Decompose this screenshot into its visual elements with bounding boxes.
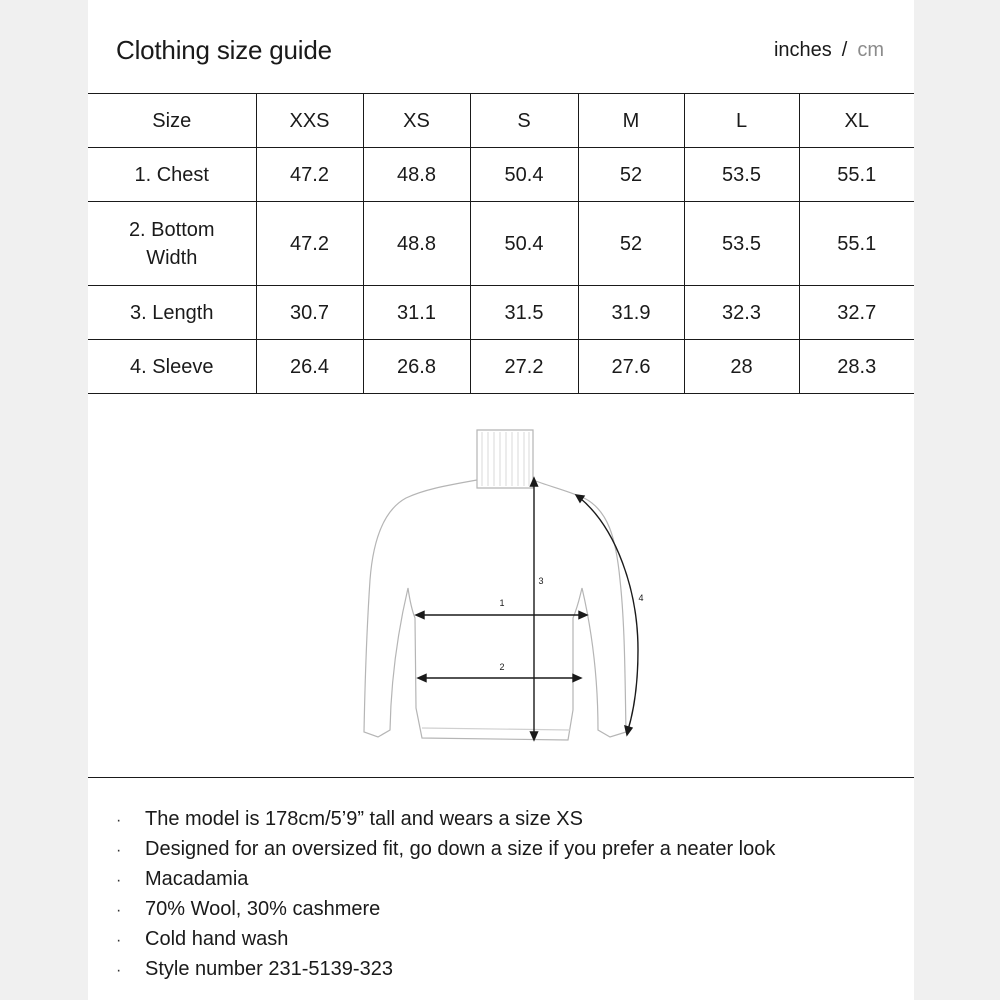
page-title: Clothing size guide — [116, 34, 332, 65]
note-text: Cold hand wash — [145, 928, 289, 950]
table-row — [88, 202, 914, 286]
bullet: · — [116, 872, 122, 889]
size-guide-card — [88, 0, 914, 1000]
product-notes — [116, 805, 775, 985]
sweater-outline — [364, 430, 626, 740]
table-header-row — [88, 94, 914, 148]
note-text: Macadamia — [145, 868, 249, 890]
table-cell: 27.2 — [470, 340, 578, 394]
column-header: S — [470, 94, 578, 148]
bullet: · — [116, 902, 122, 919]
length-label: 3 — [538, 576, 544, 586]
table-cell: 28.3 — [799, 340, 914, 394]
list-item — [116, 835, 775, 865]
table-row — [88, 286, 914, 340]
table-cell: 32.3 — [684, 286, 799, 340]
unit-separator: / — [841, 38, 848, 61]
table-cell: 52 — [578, 148, 684, 202]
measurement-labels — [499, 576, 643, 672]
table-cell: 55.1 — [799, 148, 914, 202]
row-label-line: Width — [146, 246, 198, 269]
row-label: 3. Length — [88, 286, 256, 340]
table-cell: 47.2 — [256, 202, 363, 286]
sleeve-label: 4 — [638, 593, 644, 603]
table-cell: 53.5 — [684, 148, 799, 202]
table-cell: 32.7 — [799, 286, 914, 340]
size-table — [88, 93, 914, 394]
table-cell: 47.2 — [256, 148, 363, 202]
table-cell: 26.8 — [363, 340, 470, 394]
row-label: 1. Chest — [88, 148, 256, 202]
table-row — [88, 148, 914, 202]
column-header: Size — [88, 94, 256, 148]
table-cell: 27.6 — [578, 340, 684, 394]
note-text: 70% Wool, 30% cashmere — [145, 898, 381, 920]
row-label: 4. Sleeve — [88, 340, 256, 394]
divider — [88, 777, 914, 778]
table-cell: 50.4 — [470, 202, 578, 286]
note-text: The model is 178cm/5’9” tall and wears a size XS — [145, 808, 583, 830]
table-cell: 53.5 — [684, 202, 799, 286]
column-header: XL — [799, 94, 914, 148]
table-cell: 55.1 — [799, 202, 914, 286]
table-cell: 30.7 — [256, 286, 363, 340]
unit-cm-option[interactable]: cm — [857, 38, 884, 61]
column-header: XXS — [256, 94, 363, 148]
table-cell: 50.4 — [470, 148, 578, 202]
column-header: XS — [363, 94, 470, 148]
column-header: L — [684, 94, 799, 148]
table-cell: 31.9 — [578, 286, 684, 340]
bottom-width-label: 2 — [499, 662, 505, 672]
column-header: M — [578, 94, 684, 148]
note-text: Style number 231-5139-323 — [145, 958, 393, 980]
list-item — [116, 805, 775, 835]
list-item — [116, 925, 775, 955]
table-cell: 26.4 — [256, 340, 363, 394]
row-label — [88, 202, 256, 286]
header — [116, 30, 884, 70]
bullet: · — [116, 932, 122, 949]
bullet: · — [116, 842, 122, 859]
list-item — [116, 865, 775, 895]
chest-label: 1 — [499, 598, 505, 608]
table-cell: 48.8 — [363, 202, 470, 286]
unit-inches-option[interactable]: inches — [773, 38, 832, 61]
note-text: Designed for an oversized fit, go down a size if you prefer a neater look — [145, 838, 776, 860]
sweater-measurement-diagram — [88, 410, 914, 770]
table-cell: 31.5 — [470, 286, 578, 340]
table-cell: 52 — [578, 202, 684, 286]
list-item — [116, 895, 775, 925]
table-cell: 48.8 — [363, 148, 470, 202]
table-cell: 31.1 — [363, 286, 470, 340]
table-cell: 28 — [684, 340, 799, 394]
table-row — [88, 340, 914, 394]
list-item — [116, 955, 775, 985]
bullet: · — [116, 812, 122, 829]
row-label-line: 2. Bottom — [128, 218, 215, 241]
unit-toggle — [774, 39, 884, 62]
bullet: · — [116, 962, 122, 979]
